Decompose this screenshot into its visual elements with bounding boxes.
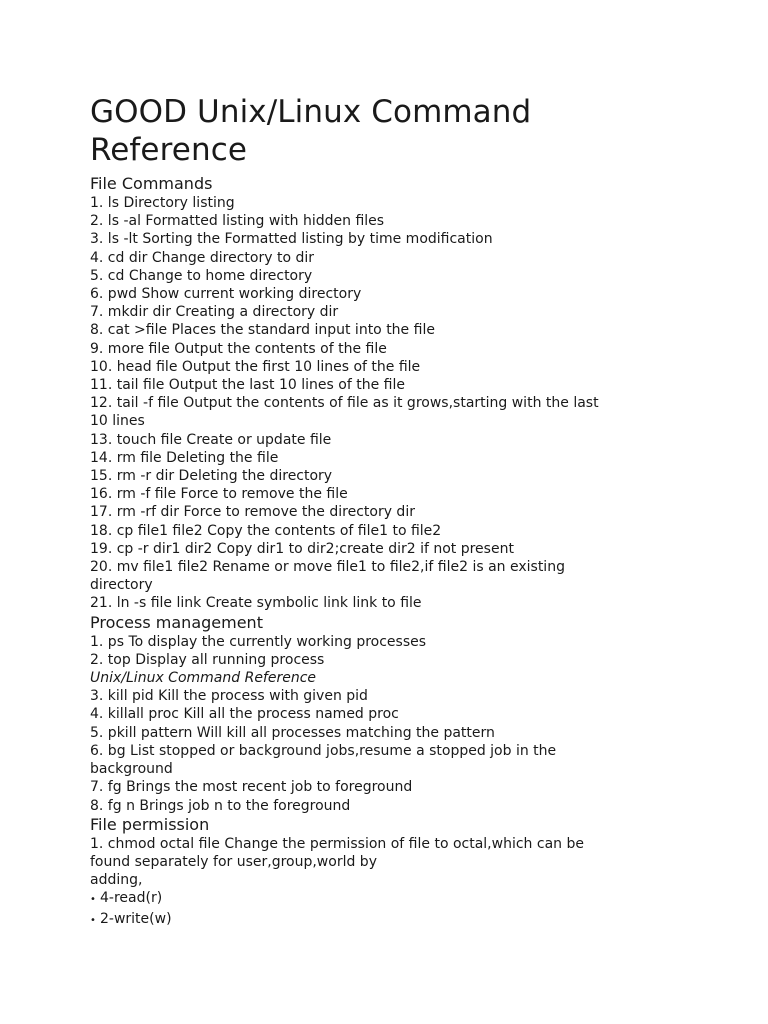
bullet-text: 2-write(w) xyxy=(100,910,172,927)
list-item: 11. tail file Output the last 10 lines of the file xyxy=(90,377,405,394)
bullet-icon: • xyxy=(90,914,96,926)
list-item: 5. pkill pattern Will kill all processes matching the pattern xyxy=(90,724,495,741)
list-item: 3. ls -lt Sorting the Formatted listing by time modification xyxy=(90,231,493,248)
list-item: 12. tail -f file Output the contents of file as it grows,starting with the last 10 lines xyxy=(90,395,599,430)
section-heading-process-management: Process management xyxy=(90,612,263,632)
document-page xyxy=(90,93,610,930)
bullet-icon: • xyxy=(90,894,96,906)
section-heading-file-permission: File permission xyxy=(90,814,210,834)
list-item: 6. bg List stopped or background jobs,resume a stopped job in the background xyxy=(90,742,557,778)
running-header: Unix/Linux Command Reference xyxy=(90,670,317,687)
document-title: GOOD Unix/Linux Command Reference xyxy=(90,94,532,168)
list-item: 13. touch file Create or update file xyxy=(90,431,332,448)
list-item: 20. mv file1 file2 Rename or move file1 to file2,if file2 is an existing directory xyxy=(90,559,565,594)
list-item: 19. cp -r dir1 dir2 Copy dir1 to dir2;create dir2 if not present xyxy=(90,540,514,557)
list-item: adding, xyxy=(90,872,143,889)
file-permission-list xyxy=(90,835,610,930)
list-item: 2. ls -al Formatted listing with hidden files xyxy=(90,213,385,230)
list-item: 18. cp file1 file2 Copy the contents of file1 to file2 xyxy=(90,522,442,539)
list-item: 1. ls Directory listing xyxy=(90,195,235,211)
list-item: 10. head file Output the first 10 lines of the file xyxy=(90,358,421,375)
list-item: 4. cd dir Change directory to dir xyxy=(90,249,314,266)
section-heading-file-commands: File Commands xyxy=(90,174,213,193)
list-item: 4. killall proc Kill all the process named proc xyxy=(90,706,399,723)
process-management-list xyxy=(90,633,610,815)
list-item: 17. rm -rf dir Force to remove the directory dir xyxy=(90,504,415,521)
list-item: 5. cd Change to home directory xyxy=(90,267,313,284)
list-item: 9. more file Output the contents of the file xyxy=(90,340,387,357)
list-item: 8. fg n Brings job n to the foreground xyxy=(90,797,351,814)
bullet-item xyxy=(90,889,610,909)
list-item: 3. kill pid Kill the process with given pid xyxy=(90,688,368,705)
list-item: 2. top Display all running process xyxy=(90,651,325,668)
list-item: 21. ln -s file link Create symbolic link link to file xyxy=(90,595,422,612)
bullet-text: 4-read(r) xyxy=(100,890,163,907)
list-item: 7. fg Brings the most recent job to foreground xyxy=(90,779,413,796)
list-item: 1. chmod octal file Change the permission of file to octal,which can be found separately for user,group,world by xyxy=(90,835,584,870)
list-item: 8. cat >file Places the standard input into the file xyxy=(90,322,435,339)
list-item: 7. mkdir dir Creating a directory dir xyxy=(90,304,339,321)
list-item: 1. ps To display the currently working processes xyxy=(90,633,427,650)
list-item: 6. pwd Show current working directory xyxy=(90,286,362,303)
list-item: 14. rm file Deleting the file xyxy=(90,449,279,466)
file-commands-list xyxy=(90,194,610,613)
list-item: 16. rm -f file Force to remove the file xyxy=(90,486,348,503)
bullet-item xyxy=(90,910,610,930)
list-item: 15. rm -r dir Deleting the directory xyxy=(90,468,333,485)
